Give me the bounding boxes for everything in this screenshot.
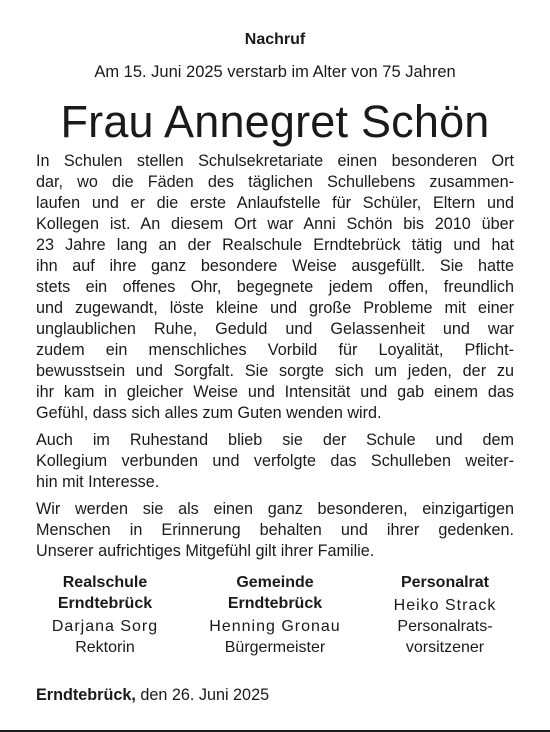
signature-block [20,572,530,658]
signatory-role: Personalrats- [397,618,493,635]
text-line: Kollegen ist. An diesem Ort war Anni Schön bis 2010 über [36,215,514,233]
signature-municipality [190,572,360,658]
text-line: stets ein offenes Ohr, begegnete jedem offen, freundlich [36,278,514,296]
place-and-date [36,684,269,706]
signatory-name: Henning Gronau [209,618,341,635]
org-line: Erndtebrück [227,595,323,612]
footer-date: den 26. Juni 2025 [140,686,270,704]
text-line: Menschen in Erinnerung behalten und ihrer gedenken. [36,521,514,539]
text-line: bewusstsein und Sorgfalt. Sie sorgte sich um jeden, der zu [36,362,514,380]
signature-org [20,572,190,614]
signatory-role: Rektorin [75,639,135,656]
org-line: Personalrat [400,574,490,591]
text-line: 23 Jahre lang an der Realschule Erndtebrück tätig und hat [36,236,514,254]
notice-intro: Am 15. Juni 2025 verstarb im Alter von 75 Jahren [94,63,456,81]
signature-staff-council [360,572,530,658]
paragraph-2 [36,430,514,493]
org-line: Gemeinde [236,574,314,591]
text-line: Kollegium verbunden und verfolgte das Schulleben weiter- [36,452,514,470]
text-line: Auch im Ruhestand blieb sie der Schule und dem [36,431,514,449]
signatory-name: Heiko Strack [393,597,497,614]
signatory-name: Darjana Sorg [51,618,159,635]
signature-school [20,572,190,658]
text-line: In Schulen stellen Schulsekretariate einen besonderen Ort [36,152,514,170]
text-line: dar, wo die Fäden des täglichen Schullebens zusammen- [36,173,514,191]
notice-heading: Nachruf [244,31,306,48]
obituary-body [36,151,514,568]
paragraph-3 [36,499,514,562]
text-line: Unserer aufrichtiges Mitgefühl gilt ihrer Familie. [36,542,375,560]
org-line: Realschule [62,574,148,591]
text-line: zudem ein menschliches Vorbild für Loyalität, Pflicht- [36,341,514,359]
text-line: und zugewandt, löste kleine und große Probleme mit einer [36,299,514,317]
paragraph-1 [36,151,514,424]
text-line: hin mit Interesse. [36,473,160,491]
text-line: ihr kam in gleicher Weise und Intensität und gab einem das [36,383,514,401]
text-line: unglaublichen Ruhe, Geduld und Gelassenheit und war [36,320,514,338]
text-line: Wir werden sie als einen ganz besonderen, einzigartigen [36,500,514,518]
org-line: Erndtebrück [57,595,153,612]
footer-place: Erndtebrück, [36,686,136,704]
deceased-name: Frau Annegret Schön [60,96,490,147]
text-line: laufen und er die erste Anlaufstelle für Schüler, Eltern und [36,194,514,212]
signatory-role: Bürgermeister [224,639,326,656]
signatory-role: vorsitzener [405,639,485,656]
signature-org [190,572,360,614]
text-line: Gefühl, dass sich alles zum Guten wenden wird. [36,404,382,422]
signature-org [360,572,530,593]
text-line: ihn auf ihre ganz besondere Weise ausgefüllt. Sie hatte [36,257,514,275]
